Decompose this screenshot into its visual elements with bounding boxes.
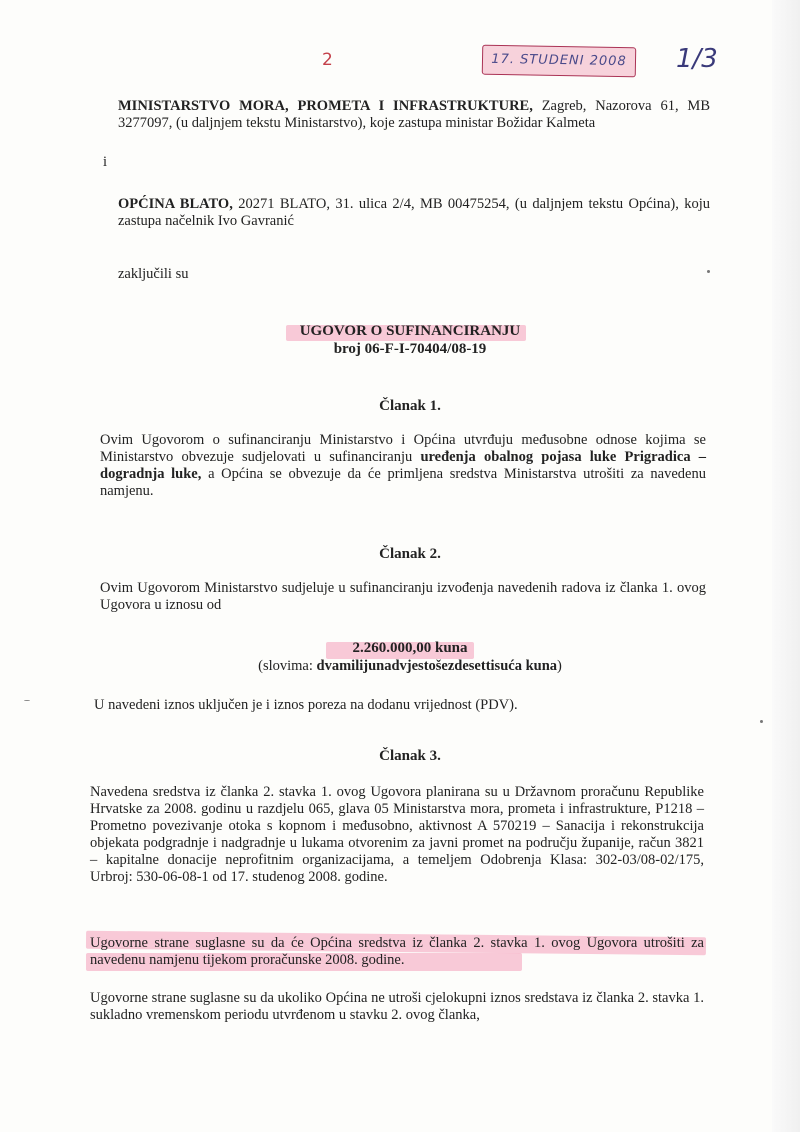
amount-words-suffix: ) bbox=[557, 658, 562, 674]
date-stamp: 17. STUDENI 2008 bbox=[482, 45, 637, 78]
article-3-para-1: Navedena sredstva iz članka 2. stavka 1. ovog Ugovora planirana su u Državnom proračunu Republike Hrvatske za 2008. godinu u razdjelu 065, glava 05 Ministarstva mora, prometa i infrastrukture, P1218 – Prometno povezivanje otoka s kopnom i međusobno, aktivnost A 570219 – Sanacija i rekonstrukcija objekata podgradnje i nadgradnje u lukama otvorenim za javni promet na području županije, račun 3821 – kapitalne donacije neprofitnim organizacijama, a temeljem Odobrenja Klasa: 302-03/08-02/175, Urbroj: 530-06-08-1 od 17. studenog 2008. godine. bbox=[90, 784, 704, 885]
article-1-text bbox=[100, 432, 706, 500]
amount-words-value: dvamilijunadvjestošezdesettisuća kuna bbox=[316, 658, 558, 674]
handwritten-page-number: 2 bbox=[322, 50, 333, 70]
article-1-text-part1: Ovim Ugovorom o sufinanciranju Ministarstvo i Općina utvrđuju međusobne odnose kojima se Ministarstvo obvezuje sudjelovati u sufinanciranju bbox=[100, 432, 706, 465]
party-ministry-name: MINISTARSTVO MORA, PROMETA I INFRASTRUKTURE, bbox=[118, 98, 533, 114]
article-2-amount-words bbox=[200, 658, 620, 675]
conjunction: i bbox=[103, 154, 108, 170]
handwritten-folio: 1/3 bbox=[676, 44, 718, 74]
contract-title: UGOVOR O SUFINANCIRANJU bbox=[299, 323, 521, 339]
scan-edge bbox=[772, 0, 800, 1132]
article-3-para-2: Ugovorne strane suglasne su da će Općina sredstva iz članka 2. stavka 1. ovog Ugovora utrošiti za navedenu namjenu tijekom proračunske 2008. godine. bbox=[90, 935, 704, 968]
article-1-heading: Članak 1. bbox=[379, 398, 441, 414]
article-2-heading: Članak 2. bbox=[379, 546, 441, 562]
scan-speck bbox=[707, 270, 710, 273]
concluded-text: zaključili su bbox=[118, 266, 189, 282]
amount-words-prefix: (slovima: bbox=[258, 658, 313, 674]
scan-speck bbox=[760, 720, 763, 723]
article-2-amount: 2.260.000,00 kuna bbox=[352, 640, 468, 656]
article-2-text: Ovim Ugovorom Ministarstvo sudjeluje u sufinanciranju izvođenja navedenih radova iz članka 1. ovog Ugovora u iznosu od bbox=[100, 580, 706, 613]
article-1-project: uređenja obalnog pojasa luke Prigradica – dogradnja luke, bbox=[100, 449, 707, 482]
party-municipality bbox=[118, 196, 710, 230]
party-ministry-details: Zagreb, Nazorova 61, MB 3277097, (u daljnjem tekstu Ministarstvo), koje zastupa ministar Božidar Kalmeta bbox=[118, 98, 710, 131]
article-2-vat-note: U navedeni iznos uključen je i iznos poreza na dodanu vrijednost (PDV). bbox=[94, 697, 518, 713]
article-3-heading: Članak 3. bbox=[379, 748, 441, 764]
party-municipality-details: 20271 BLATO, 31. ulica 2/4, MB 00475254, (u daljnjem tekstu Općina), koju zastupa načelnik Ivo Gavranić bbox=[118, 196, 711, 229]
article-1-text-part2: a Općina se obvezuje da će primljena sredstva Ministarstva utrošiti za navedenu namjenu. bbox=[100, 466, 706, 499]
scan-mark bbox=[24, 700, 30, 701]
party-ministry bbox=[118, 98, 710, 132]
article-3-para-3: Ugovorne strane suglasne su da ukoliko Općina ne utroši cjelokupni iznos sredstava iz članka 2. stavka 1. sukladno vremenskom periodu utvrđenom u stavku 2. ovog članka, bbox=[90, 990, 704, 1023]
party-municipality-name: OPĆINA BLATO, bbox=[118, 196, 233, 212]
contract-number: broj 06-F-I-70404/08-19 bbox=[333, 341, 487, 357]
